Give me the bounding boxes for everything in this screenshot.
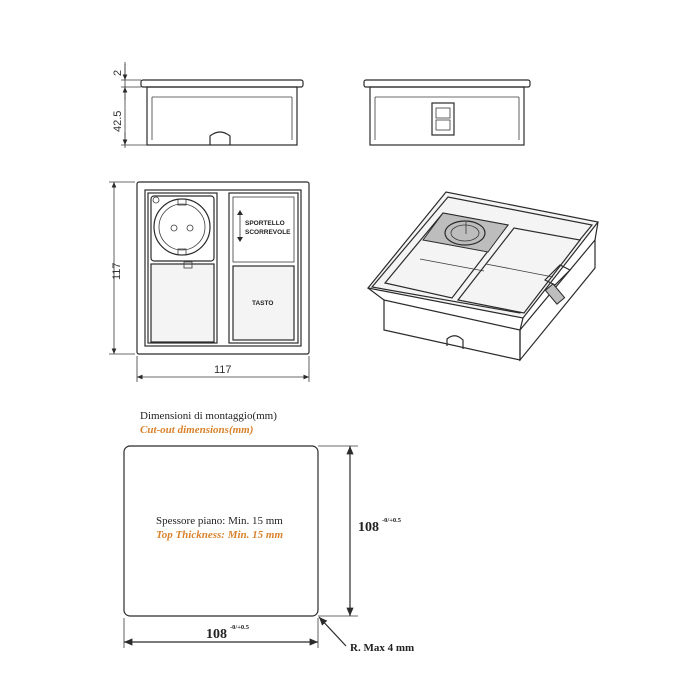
side-view-flange: [364, 80, 530, 87]
side-view-body: [370, 87, 524, 145]
cutout-section: [124, 410, 414, 654]
isometric-view: [368, 192, 598, 360]
front-view-flange: [141, 80, 303, 87]
dim-top-label: 2: [112, 69, 124, 76]
dim-top-width: 117: [214, 364, 232, 376]
schuko-socket: [154, 199, 210, 255]
thickness-en: Top Thickness: Min. 15 mm: [156, 529, 284, 541]
dim-height-label: 42.5: [112, 110, 124, 132]
label-button: TASTO: [252, 300, 274, 307]
cutout-width-value: 108: [206, 627, 227, 642]
front-view: [112, 62, 303, 148]
top-view: [109, 182, 309, 382]
sliding-cover: [151, 264, 214, 342]
thickness-it: Spessore piano: Min. 15 mm: [156, 515, 283, 527]
label-sliding-cover-2: SCORREVOLE: [245, 229, 291, 236]
radius-label: R. Max 4 mm: [350, 642, 415, 654]
cable-notch: [210, 132, 230, 145]
cutout-height-tol: -0/+0.5: [382, 517, 402, 524]
side-view: [364, 80, 530, 145]
cutout-title-en: Cut-out dimensions(mm): [140, 424, 254, 436]
cutout-width-tol: -0/+0.5: [230, 624, 250, 631]
cutout-title-it: Dimensioni di montaggio(mm): [140, 410, 277, 422]
cutout-height-value: 108: [358, 520, 379, 535]
dim-top-height: 117: [111, 262, 123, 280]
label-sliding-cover-1: SPORTELLO: [245, 220, 285, 227]
socket-frame: [151, 196, 214, 261]
front-view-body: [147, 87, 297, 145]
